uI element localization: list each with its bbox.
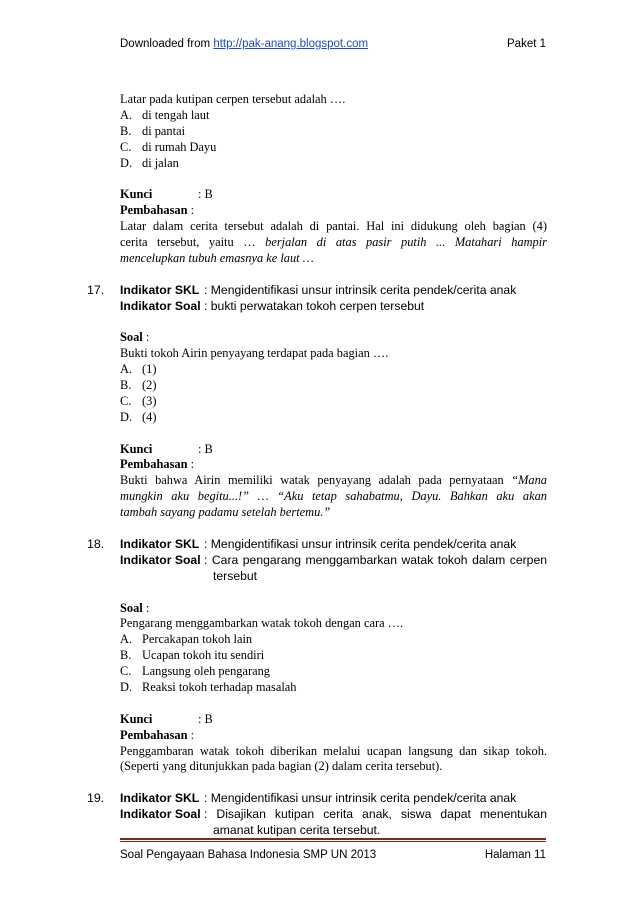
q17-pembahasan-line: Bukti bahwa Airin memiliki watak penyayang adalah pada pernyataan “Mana [120,473,547,488]
q17-option-d: D. (4) [120,409,157,424]
q17-kunci: Kunci : B [120,441,213,456]
q17-option-b: B. (2) [120,378,157,393]
q18-pembahasan-line: (Seperti yang ditunjukkan pada bagian (2) dalam cerita tersebut). [120,759,443,774]
q18-kunci: Kunci : B [120,711,213,726]
q17-soal-label: Soal : [120,330,150,345]
q18-option-b: B. Ucapan tokoh itu sendiri [120,648,265,663]
q16-option-d: D. di jalan [120,155,179,170]
q17-stem: Bukti tokoh Airin penyayang terdapat pada bagian …. [120,346,389,361]
q16-section [120,92,547,267]
q19-number: 19. [87,791,105,806]
q16-option-a: A. di tengah laut [120,107,210,122]
q18-indikator-skl: 18. Indikator SKL : Mengidentifikasi unsur intrinsik cerita pendek/cerita anak [87,536,517,551]
q18-option-c: C. Langsung oleh pengarang [120,664,270,679]
q17-pembahasan-line: mungkin aku begitu...!” … “Aku tetap sahabatmu, Dayu. Bahkan aku akan [120,489,547,504]
q16-pembahasan-line: mencelupkan tubuh emasnya ke laut … [120,250,314,265]
q18-number: 18. [87,536,105,551]
q18-indikator-soal: Indikator Soal : Cara pengarang menggambarkan watak tokoh dalam cerpen tersebut [120,552,547,583]
q17-indikator-skl: 17. Indikator SKL : Mengidentifikasi unsur intrinsik cerita pendek/cerita anak [87,282,517,297]
q18-pembahasan-label: Pembahasan : [120,727,195,742]
footer-title: Soal Pengayaan Bahasa Indonesia SMP UN 2013 [120,849,377,861]
page-header [120,38,546,50]
q16-pembahasan-line: Latar dalam cerita tersebut adalah di pantai. Hal ini didukung oleh bagian (4) [120,219,547,234]
page-footer [120,849,546,861]
q19-indikator-soal: Indikator Soal : Disajikan kutipan cerita anak, siswa dapat menentukan amanat kutipan cerita tersebut. [120,807,547,838]
q17-number: 17. [87,282,105,297]
q16-option-c: C. di rumah Dayu [120,139,217,154]
q17-pembahasan-line: tambah sayang padamu setelah bertemu.” [120,505,331,520]
page-number: Halaman 11 [484,849,546,861]
footer-rule [120,838,546,840]
q18-stem: Pengarang menggambarkan watak tokoh dengan cara …. [120,616,404,631]
q18-pembahasan-line: Penggambaran watak tokoh diberikan melalui ucapan langsung dan sikap tokoh. [120,743,547,758]
source-link[interactable]: http://pak-anang.blogspot.com [213,38,369,50]
q19-section [87,791,547,839]
q18-section [87,536,547,775]
q17-option-c: C. (3) [120,393,157,408]
q16-kunci: Kunci : B [120,187,213,202]
header-prefix: Downloaded from [120,38,214,50]
q17-section [87,282,547,521]
q17-indikator-soal: Indikator Soal : bukti perwatakan tokoh cerpen tersebut [120,298,425,313]
q18-soal-label: Soal : [120,600,150,615]
footer-rule-thin [120,841,546,842]
paket-label: Paket 1 [507,38,546,50]
q16-stem: Latar pada kutipan cerpen tersebut adalah …. [120,92,346,106]
q16-pembahasan-label: Pembahasan : [120,203,195,218]
q16-option-b: B. di pantai [120,123,186,138]
q17-pembahasan-label: Pembahasan : [120,457,195,472]
q19-indikator-skl: 19. Indikator SKL : Mengidentifikasi unsur intrinsik cerita pendek/cerita anak [87,791,517,806]
q17-option-a: A. (1) [120,362,157,377]
q16-pembahasan-line: cerita tersebut, yaitu … berjalan di atas pasir putih ... Matahari hampir [120,235,547,250]
q18-option-d: D. Reaksi tokoh terhadap masalah [120,679,297,694]
q18-option-a: A. Percakapan tokoh lain [120,632,253,647]
page-content [87,92,547,839]
